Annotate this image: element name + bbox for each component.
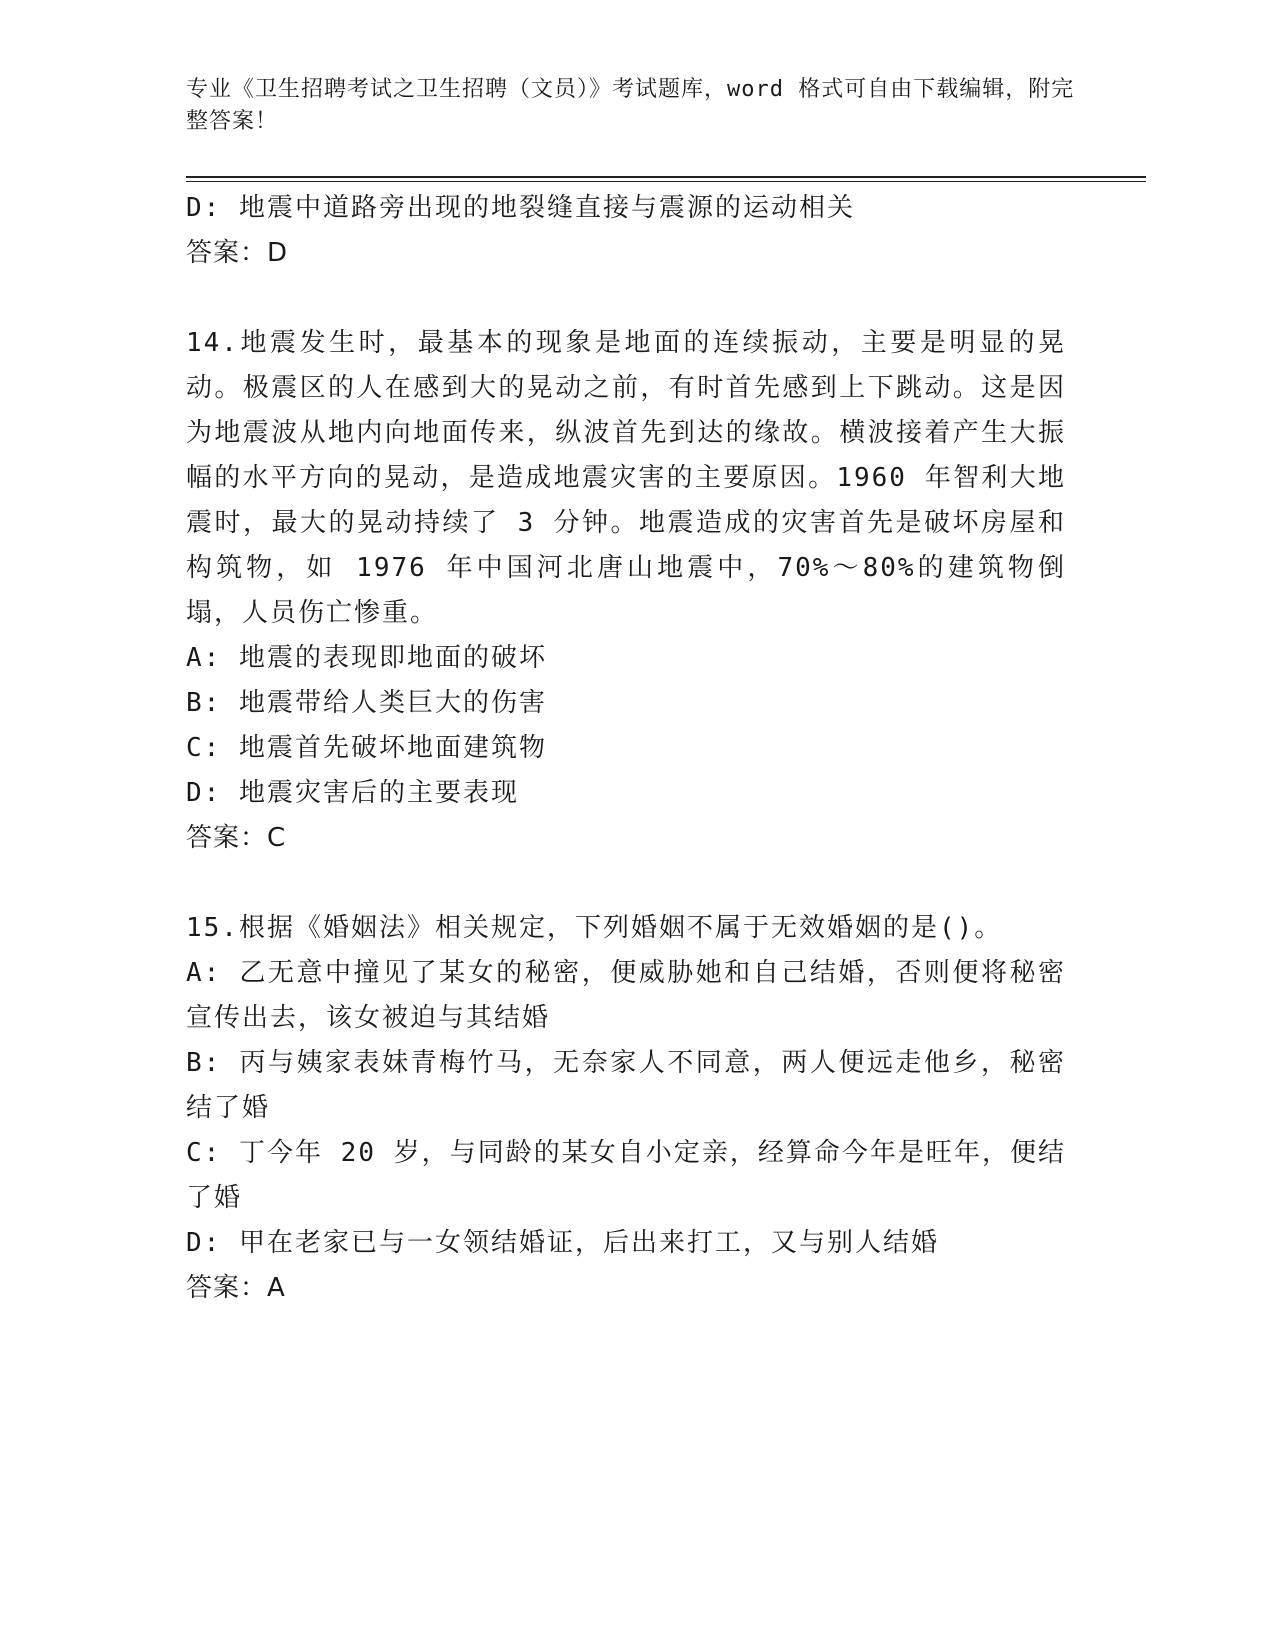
option-c: C: 地震首先破坏地面建筑物 (186, 733, 547, 763)
option-d: D: 地震灾害后的主要表现 (186, 778, 519, 808)
header-title: 专业《卫生招聘考试之卫生招聘（文员）》考试题库，word 格式可自由下载编辑，附完整答案！ (186, 77, 1075, 134)
question-15 (186, 906, 1066, 1311)
page-header (186, 74, 1086, 138)
answer-label: 答案：A (186, 1273, 286, 1303)
option-d: D: 甲在老家已与一女领结婚证，后出来打工，又与别人结婚 (186, 1228, 939, 1258)
answer-label: 答案：D (186, 238, 289, 268)
question-content (186, 186, 1066, 1311)
question-stem: 15.根据《婚姻法》相关规定，下列婚姻不属于无效婚姻的是()。 (186, 913, 1003, 943)
option-d: D: 地震中道路旁出现的地裂缝直接与震源的运动相关 (186, 193, 855, 223)
header-divider (186, 176, 1146, 178)
option-a: A: 地震的表现即地面的破坏 (186, 643, 547, 673)
answer-label: 答案：C (186, 823, 287, 853)
question-stem: 14.地震发生时，最基本的现象是地面的连续振动，主要是明显的晃动。极震区的人在感到大的晃动之前，有时首先感到上下跳动。这是因为地震波从地内向地面传来，纵波首先到达的缘故。横波接着产生大振幅的水平方向的晃动，是造成地震灾害的主要原因。1960 年智利大地震时，最大的晃动持续了 3 分钟。地震造成的灾害首先是破坏房屋和构筑物，如 1976 年中国河北唐山地震中，70%～80%的建筑物倒塌，人员伤亡惨重。 (186, 328, 1066, 628)
option-b: B: 丙与姨家表妹青梅竹马，无奈家人不同意，两人便远走他乡，秘密结了婚 (186, 1048, 1066, 1123)
question-13-tail (186, 186, 1066, 276)
question-14 (186, 321, 1066, 861)
option-a: A: 乙无意中撞见了某女的秘密，便威胁她和自己结婚，否则便将秘密宣传出去，该女被迫与其结婚 (186, 958, 1066, 1033)
option-c: C: 丁今年 20 岁，与同龄的某女自小定亲，经算命今年是旺年，便结了婚 (186, 1138, 1066, 1213)
option-b: B: 地震带给人类巨大的伤害 (186, 688, 547, 718)
header-divider-thin (186, 181, 1146, 182)
